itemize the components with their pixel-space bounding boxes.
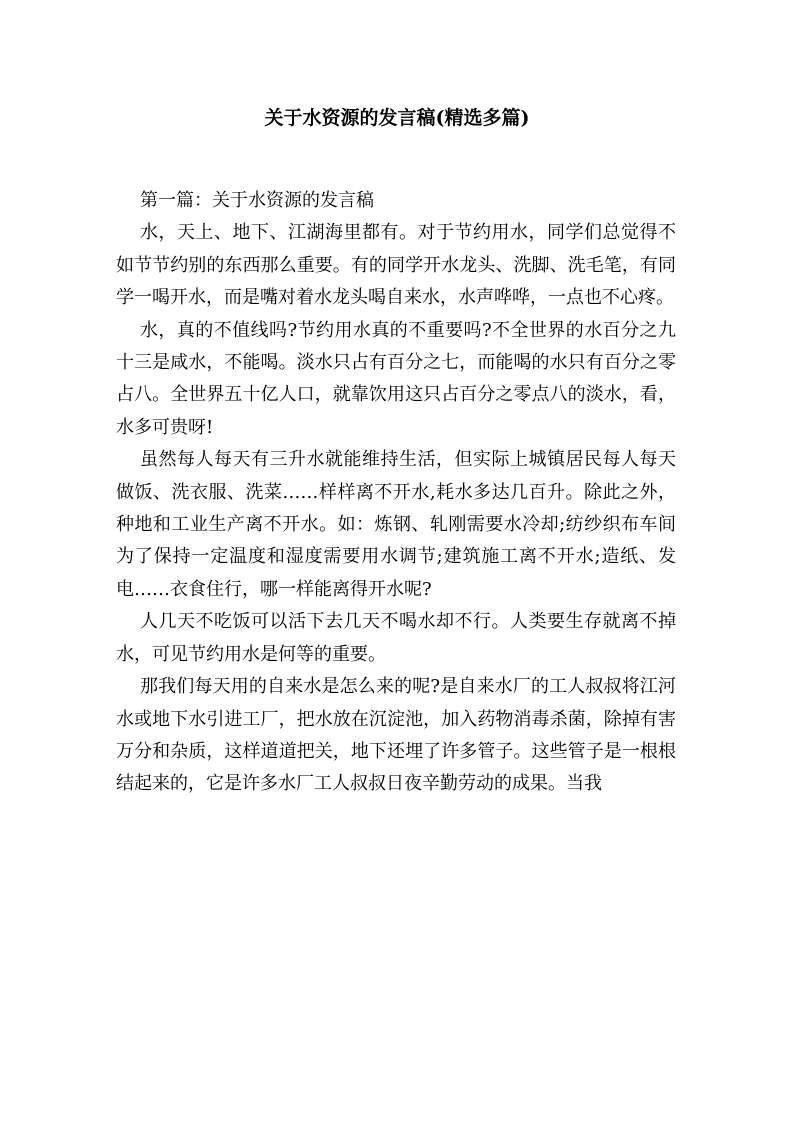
section-heading: 第一篇：关于水资源的发言稿 xyxy=(140,190,374,211)
paragraph-2: 水，真的不值线吗?节约用水真的不重要吗?不全世界的水百分之九十三是咸水，不能喝。淡水只占有百分之七，而能喝的水只有百分之零占八。全世界五十亿人口，就靠饮用这只占百分之零点八的淡水，看，水多可贵呀! xyxy=(116,319,676,438)
document-title: 关于水资源的发言稿(精选多篇) xyxy=(264,107,530,129)
paragraph-4: 人几天不吃饭可以活下去几天不喝水却不行。人类要生存就离不掉水，可见节约用水是何等的重要。 xyxy=(116,611,676,665)
paragraph-1: 水，天上、地下、江湖海里都有。对于节约用水，同学们总觉得不如节节约别的东西那么重要。有的同学开水龙头、洗脚、洗毛笔，有同学一喝开水，而是嘴对着水龙头喝自来水，水声哗哗，一点也不心疼。 xyxy=(116,222,676,309)
paragraph-3: 虽然每人每天有三升水就能维持生活，但实际上城镇居民每人每天做饭、洗衣服、洗菜……样样离不开水,耗水多达几百升。除此之外，种地和工业生产离不开水。如：炼钢、轧刚需要水冷却;纺纱织布车间为了保持一定温度和湿度需要用水调节;建筑施工离不开水;造纸、发电……衣食住行，哪一样能离得开水呢? xyxy=(116,449,676,600)
paragraph-5: 那我们每天用的自来水是怎么来的呢?是自来水厂的工人叔叔将江河水或地下水引进工厂，把水放在沉淀池，加入药物消毒杀菌，除掉有害万分和杂质，这样道道把关，地下还埋了许多管子。这些管子是一根根结起来的，它是许多水厂工人叔叔日夜辛勤劳动的成果。当我 xyxy=(116,676,676,795)
document-body xyxy=(116,185,676,801)
